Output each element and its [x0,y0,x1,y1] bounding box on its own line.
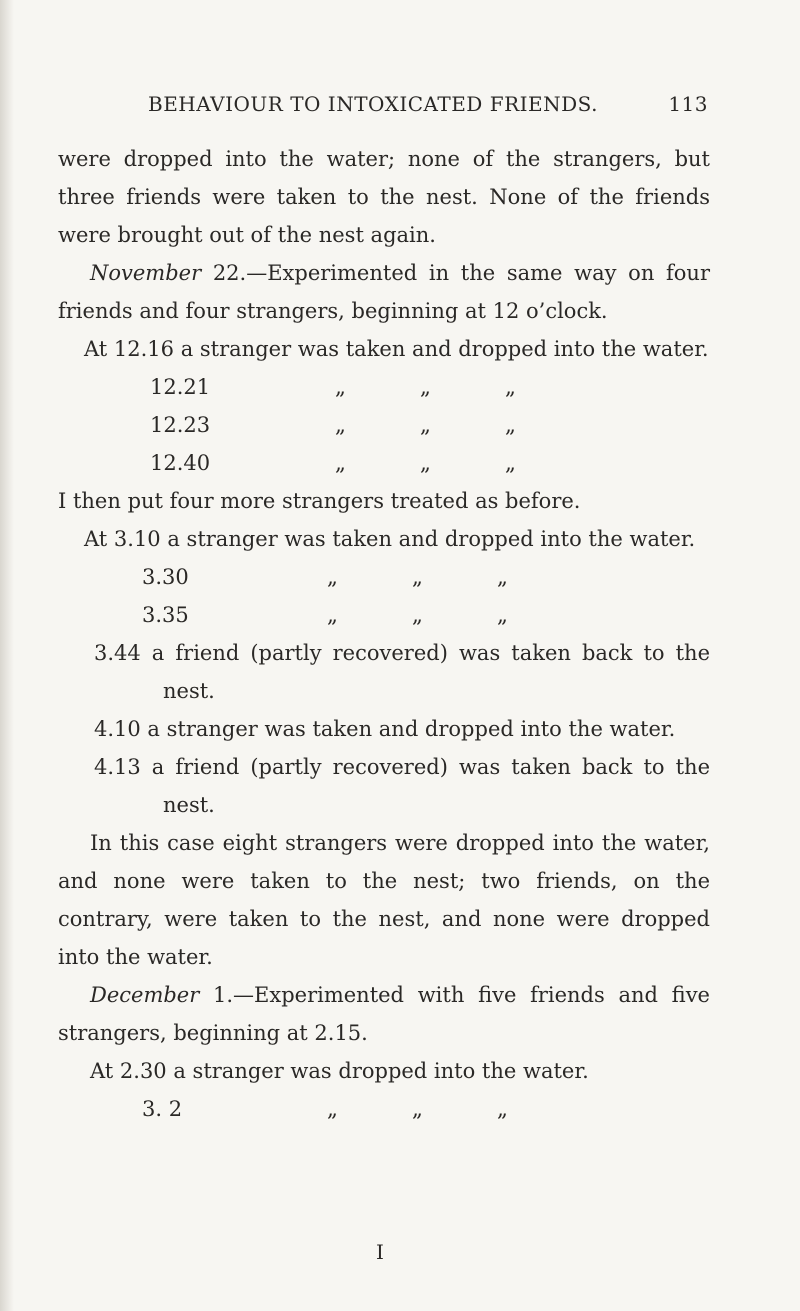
ditto-table-2 [58,558,710,634]
ditto-mark: „ [412,1097,423,1121]
time-cell: 3.30 [142,565,189,589]
time-cell: 12.40 [150,451,211,475]
entry-4-10: 4.10 a stranger was taken and dropped into the water. [94,717,676,741]
time-cell: 3. 2 [142,1097,183,1121]
november-text: 22.—Experimented in the same way on four friends and four strangers, beginning at 12 o’clock. [58,261,710,323]
ditto-mark: „ [497,565,508,589]
date-december: December [90,983,200,1007]
paragraph-strangers: I then put four more strangers treated as before. [58,489,581,513]
ditto-table-1 [58,368,710,482]
page-number: 113 [668,92,708,116]
ditto-mark: „ [420,375,431,399]
ditto-mark: „ [505,451,516,475]
date-november: November [90,261,202,285]
ditto-mark: „ [335,375,346,399]
ditto-mark: „ [420,451,431,475]
ditto-mark: „ [335,451,346,475]
paragraph-december [58,976,710,1052]
ditto-mark: „ [505,375,516,399]
table-row [142,596,710,634]
signature-mark: I [376,1240,384,1264]
table-row [142,558,710,596]
entry-3-44: 3.44 a friend (partly recovered) was taken back to the nest. [94,641,710,703]
table-row [150,406,710,444]
ditto-table-3 [58,1090,710,1128]
table-row [150,444,710,482]
paragraph-november [58,254,710,330]
ditto-mark: „ [420,413,431,437]
entry-4-13: 4.13 a friend (partly recovered) was taken back to the nest. [94,755,710,817]
paragraph-continued: were dropped into the water; none of the strangers, but three friends were taken to the nest. None of the friends were brought out of the nest again. [58,147,710,247]
ditto-mark: „ [327,603,338,627]
page-body [58,140,710,1128]
time-cell: 12.21 [150,375,211,399]
paragraph-summary: In this case eight strangers were dropped into the water, and none were taken to the nest; two friends, on the contrary, were taken to the nest, and none were dropped into the water. [58,831,710,969]
entry-3-10: At 3.10 a stranger was taken and dropped into the water. [84,527,696,551]
ditto-mark: „ [412,565,423,589]
ditto-mark: „ [327,565,338,589]
ditto-mark: „ [497,1097,508,1121]
ditto-mark: „ [335,413,346,437]
page-edge-shadow [0,0,14,1311]
entry-12-16: At 12.16 a stranger was taken and dropped into the water. [84,337,709,361]
ditto-mark: „ [505,413,516,437]
table-row [142,1090,710,1128]
time-cell: 3.35 [142,603,189,627]
ditto-mark: „ [497,603,508,627]
table-row [150,368,710,406]
ditto-mark: „ [327,1097,338,1121]
ditto-mark: „ [412,603,423,627]
running-title: BEHAVIOUR TO INTOXICATED FRIENDS. [148,92,599,116]
entry-2-30: At 2.30 a stranger was dropped into the water. [90,1059,589,1083]
time-cell: 12.23 [150,413,211,437]
december-text: 1.—Experimented with five friends and five strangers, beginning at 2.15. [58,983,710,1045]
